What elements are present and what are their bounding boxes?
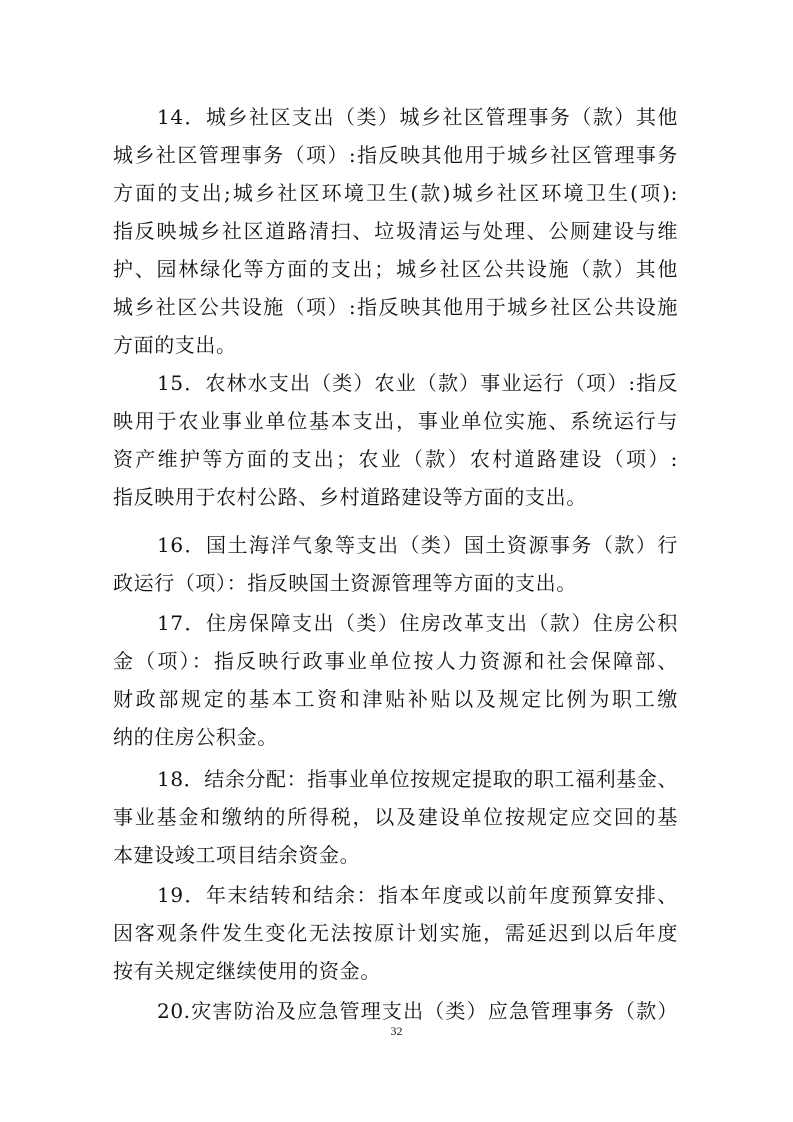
paragraph-17: [113, 604, 678, 756]
paragraph-line: 20.灾害防治及应急管理支出（类）应急管理事务（款）: [157, 999, 678, 1023]
paragraph-line: 金（项）：指反映行政事业单位按人力资源和社会保障部、: [113, 649, 678, 673]
paragraph-line: 方面的支出;城乡社区环境卫生(款)城乡社区环境卫生(项):: [113, 181, 678, 205]
paragraph-14: [113, 98, 678, 364]
paragraph-line: 指反映城乡社区道路清扫、垃圾清运与处理、公厕建设与维: [113, 219, 678, 243]
paragraph-line: 政运行（项）：指反映国土资源管理等方面的支出。: [113, 571, 577, 595]
page-number: 32: [390, 1024, 403, 1038]
paragraph-line: 纳的住房公积金。: [113, 725, 278, 749]
paragraph-line: 本建设竣工项目结余资金。: [113, 843, 361, 867]
paragraph-line: 护、园林绿化等方面的支出；城乡社区公共设施（款）其他: [113, 257, 678, 281]
paragraph-line: 16．国土海洋气象等支出（类）国土资源事务（款）行: [157, 533, 678, 557]
paragraph-line: 财政部规定的基本工资和津贴补贴以及规定比例为职工缴: [113, 687, 678, 711]
paragraph-line: 15．农林水支出（类）农业（款）事业运行（项）:指反: [157, 371, 678, 395]
paragraph-line: 资产维护等方面的支出；农业（款）农村道路建设（项）:: [113, 447, 678, 471]
paragraph-line: 映用于农业事业单位基本支出，事业单位实施、系统运行与: [113, 409, 678, 433]
paragraph-line: 19．年末结转和结余：指本年度或以前年度预算安排、: [157, 883, 678, 907]
paragraph-19: [113, 876, 678, 990]
paragraph-18: [113, 760, 678, 874]
paragraph-line: 18．结余分配：指事业单位按规定提取的职工福利基金、: [157, 767, 679, 791]
paragraph-line: 14．城乡社区支出（类）城乡社区管理事务（款）其他: [157, 105, 678, 129]
paragraph-15: [113, 364, 678, 516]
paragraph-line: 城乡社区管理事务（项）:指反映其他用于城乡社区管理事务: [113, 143, 678, 167]
paragraph-line: 指反映用于农村公路、乡村道路建设等方面的支出。: [113, 485, 587, 509]
paragraph-line: 方面的支出。: [113, 333, 237, 357]
paragraph-line: 因客观条件发生变化无法按原计划实施，需延迟到以后年度: [113, 921, 678, 945]
paragraph-16: [113, 526, 678, 602]
paragraph-line: 按有关规定继续使用的资金。: [113, 959, 381, 983]
paragraph-line: 城乡社区公共设施（项）:指反映其他用于城乡社区公共设施: [113, 295, 678, 319]
paragraph-line: 17．住房保障支出（类）住房改革支出（款）住房公积: [157, 611, 678, 635]
paragraph-line: 事业基金和缴纳的所得税，以及建设单位按规定应交回的基: [113, 805, 678, 829]
